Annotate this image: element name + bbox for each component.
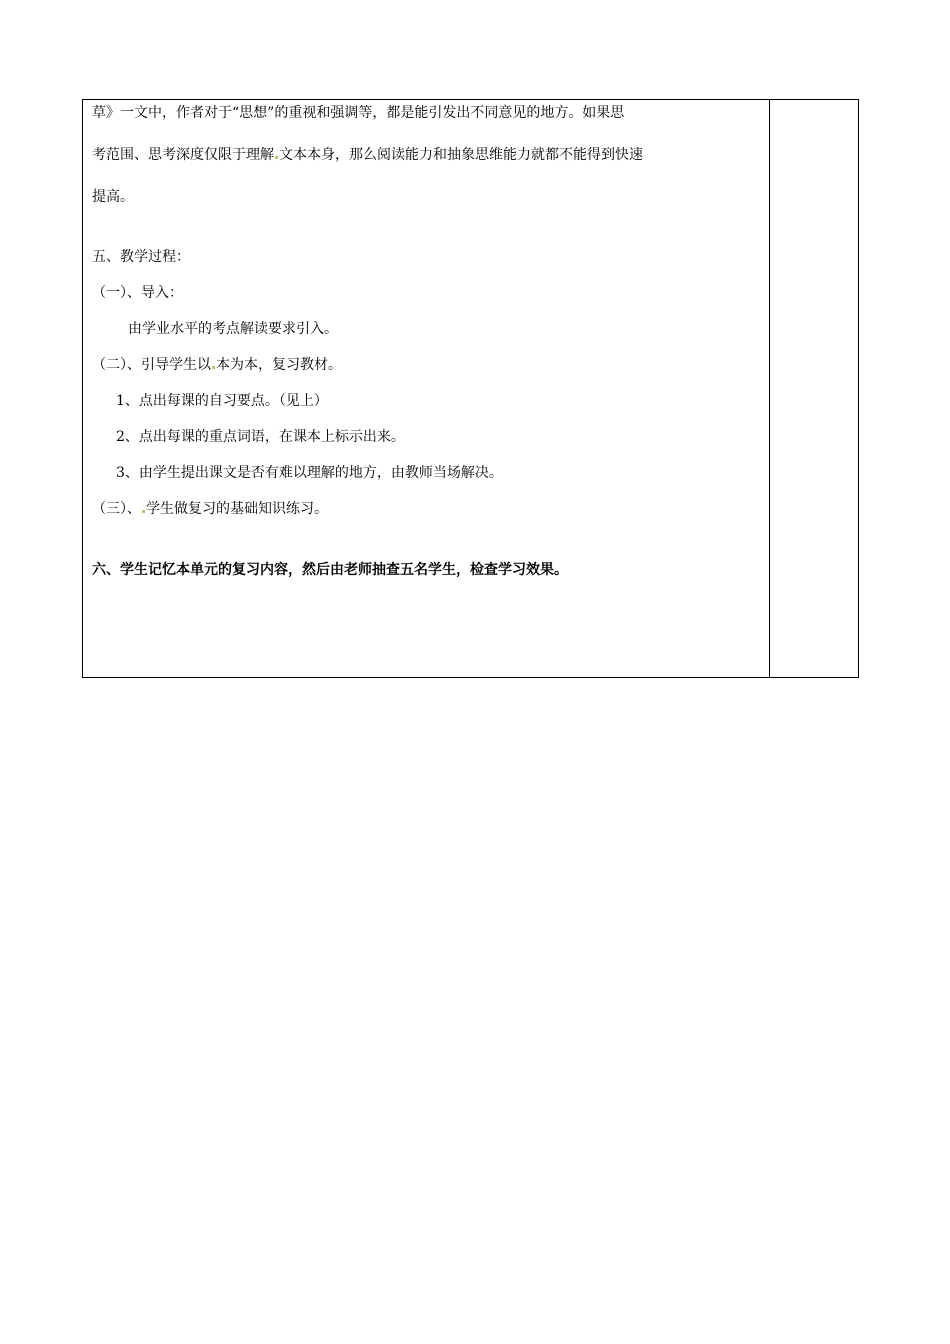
part-2-item-1: 1、点出每课的自习要点。（见上）: [116, 393, 328, 409]
main-content-cell: [83, 100, 770, 677]
paragraph-line-2-part-b: 文本本身，那么阅读能力和抽象思维能力就都不能得到快速: [279, 147, 643, 163]
edit-mark-icon: [142, 510, 145, 513]
part-1-text: 由学业水平的考点解读要求引入。: [128, 321, 338, 337]
section-6-heading: 六、学生记忆本单元的复习内容，然后由老师抽查五名学生，检查学习效果。: [92, 562, 568, 578]
part-2-heading-part-a: （二）、引导学生以: [92, 357, 211, 373]
side-notes-cell: [770, 100, 858, 677]
part-3-heading-part-b: 学生做复习的基础知识练习。: [146, 501, 328, 517]
paragraph-line-3: 提高。: [92, 189, 134, 205]
part-2-item-2: 2、点出每课的重点词语，在课本上标示出来。: [116, 429, 405, 445]
lesson-plan-table: [82, 99, 859, 678]
paragraph-line-1: 草》一文中，作者对于“思想”的重视和强调等，都是能引发出不同意见的地方。如果思: [92, 105, 625, 121]
section-5-heading: 五、教学过程：: [92, 249, 190, 265]
part-1-heading: （一）、导入：: [92, 285, 183, 301]
edit-mark-icon: [212, 366, 215, 369]
edit-mark-icon: [275, 156, 278, 159]
part-3-heading: [92, 500, 328, 518]
part-2-item-3: 3、由学生提出课文是否有难以理解的地方，由教师当场解决。: [116, 465, 503, 481]
paragraph-line-2-part-a: 考范围、思考深度仅限于理解: [92, 147, 274, 163]
part-2-heading: [92, 356, 342, 374]
part-3-heading-part-a: （三）、: [92, 501, 141, 517]
paragraph-line-2: [92, 146, 643, 164]
part-2-heading-part-b: 本为本，复习教材。: [216, 357, 342, 373]
